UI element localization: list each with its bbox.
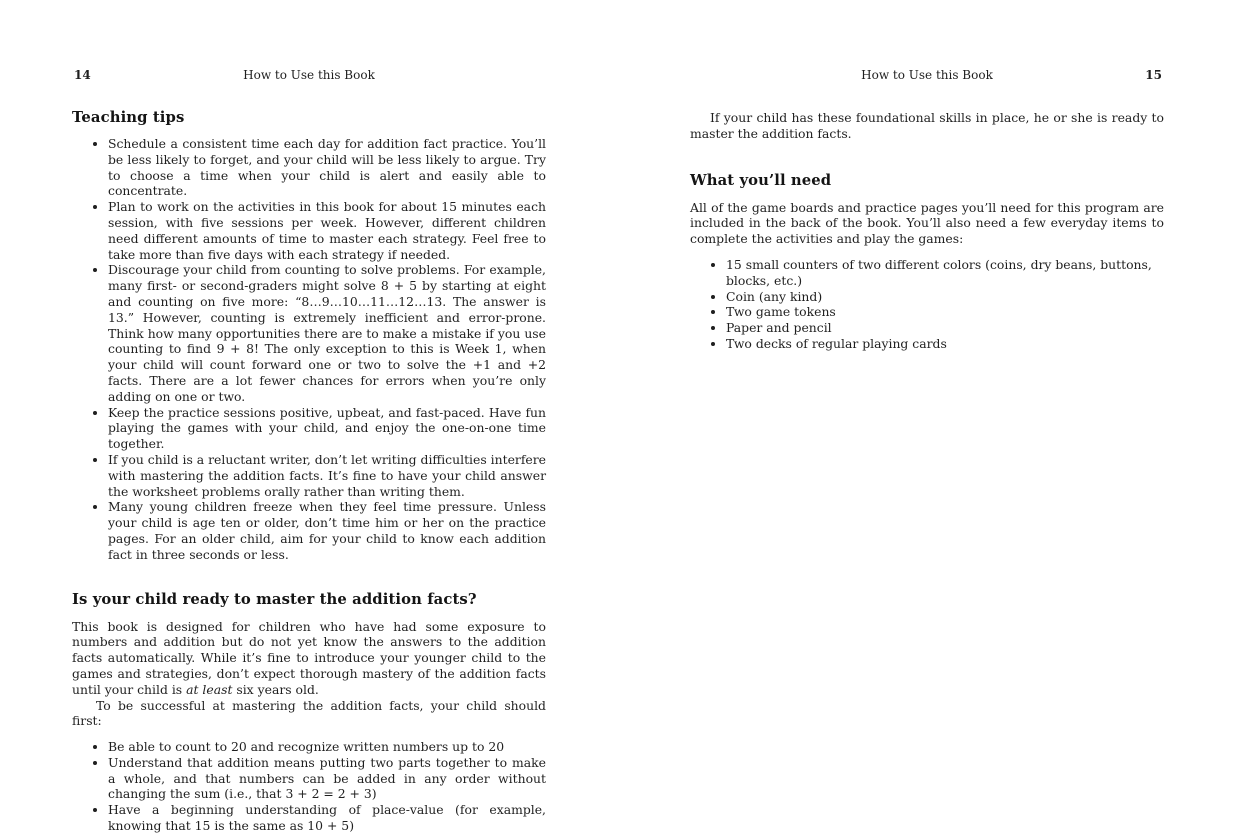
materials-list: [690, 257, 1164, 352]
list-item: • Have a beginning understanding of place-value (for example, knowing that 15 is the same as 10 + 5): [108, 802, 546, 834]
prerequisites-list: [72, 739, 546, 834]
heading-what-youll-need: What you’ll need: [690, 171, 832, 189]
page-14-running-head: [72, 68, 546, 83]
ready-second-paragraph: To be successful at mastering the addition facts, your child should first:: [72, 697, 546, 729]
teaching-tips-list: [72, 136, 546, 563]
need-paragraph: All of the game boards and practice pages you’ll need for this program are included in the back of the book. You’ll also need a few everyday items to complete the activities and play the games:: [690, 199, 1164, 247]
list-item: • Two game tokens: [726, 304, 1164, 320]
page-14: [72, 0, 546, 834]
list-item: • Be able to count to 20 and recognize written numbers up to 20: [108, 739, 546, 755]
list-item: • Discourage your child from counting to solve problems. For example, many first- or second-graders might solve 8 + 5 by starting at eight and counting on five more: “8…9…10…11…12…13. The answer is 13.” However, counting is extremely inefficient and error-prone. Think how many opportunities there are to make a mistake if you use counting to find 9 + 8! The only exception to this is Week 1, when your child will count forward one or two to solve the +1 and +2 facts. There are a lot fewer chances for errors when you’re only adding on one or two.: [108, 262, 546, 404]
list-item: • Two decks of regular playing cards: [726, 336, 1164, 352]
running-header-title-left: How to Use this Book: [243, 68, 375, 82]
list-item: • Coin (any kind): [726, 289, 1164, 305]
page-15: [690, 0, 1164, 352]
foundational-skills-paragraph: If your child has these foundational skills in place, he or she is ready to master the addition facts.: [690, 110, 1164, 141]
list-item: • If you child is a reluctant writer, don’t let writing difficulties interfere with mastering the addition facts. It’s fine to have your child answer the worksheet problems orally rather than writing them.: [108, 452, 546, 499]
list-item: • Understand that addition means putting two parts together to make a whole, and that numbers can be added in any order without changing the sum (i.e., that 3 + 2 = 2 + 3): [108, 755, 546, 802]
list-item: • Keep the practice sessions positive, upbeat, and fast-paced. Have fun playing the games with your child, and enjoy the one-on-one time together.: [108, 405, 546, 452]
ready-paragraph-lead: This book is designed for children who have had some exposure to numbers and addition but do not yet know the answers to the addition facts automatically. While it’s fine to introduce your younger child to the games and strategies, don’t expect thorough mastery of the addition facts until your child is: [72, 618, 546, 697]
ready-paragraph: [72, 619, 546, 698]
running-header-title-right: How to Use this Book: [861, 68, 993, 82]
list-item: • Paper and pencil: [726, 320, 1164, 336]
ready-paragraph-italic: at least: [186, 681, 233, 697]
heading-child-ready: Is your child ready to master the addition facts?: [72, 590, 477, 608]
list-item: • Many young children freeze when they feel time pressure. Unless your child is age ten or older, don’t time him or her on the practice pages. For an older child, aim for your child to know each addition fact in three seconds or less.: [108, 499, 546, 562]
list-item: • Plan to work on the activities in this book for about 15 minutes each session, with five sessions per week. However, different children need different amounts of time to master each strategy. Feel free to take more than five days with each strategy if needed.: [108, 199, 546, 262]
heading-teaching-tips: Teaching tips: [72, 109, 185, 126]
page-number-right: 15: [1145, 68, 1162, 82]
page-number-left: 14: [74, 68, 91, 82]
page-15-running-head: [690, 68, 1164, 83]
list-item: • 15 small counters of two different colors (coins, dry beans, buttons, blocks, etc.): [726, 257, 1164, 289]
list-item: • Schedule a consistent time each day for addition fact practice. You’ll be less likely to forget, and your child will be less likely to argue. Try to choose a time when your child is alert and easily able to concentrate.: [108, 136, 546, 199]
ready-paragraph-tail: six years old.: [232, 681, 319, 697]
